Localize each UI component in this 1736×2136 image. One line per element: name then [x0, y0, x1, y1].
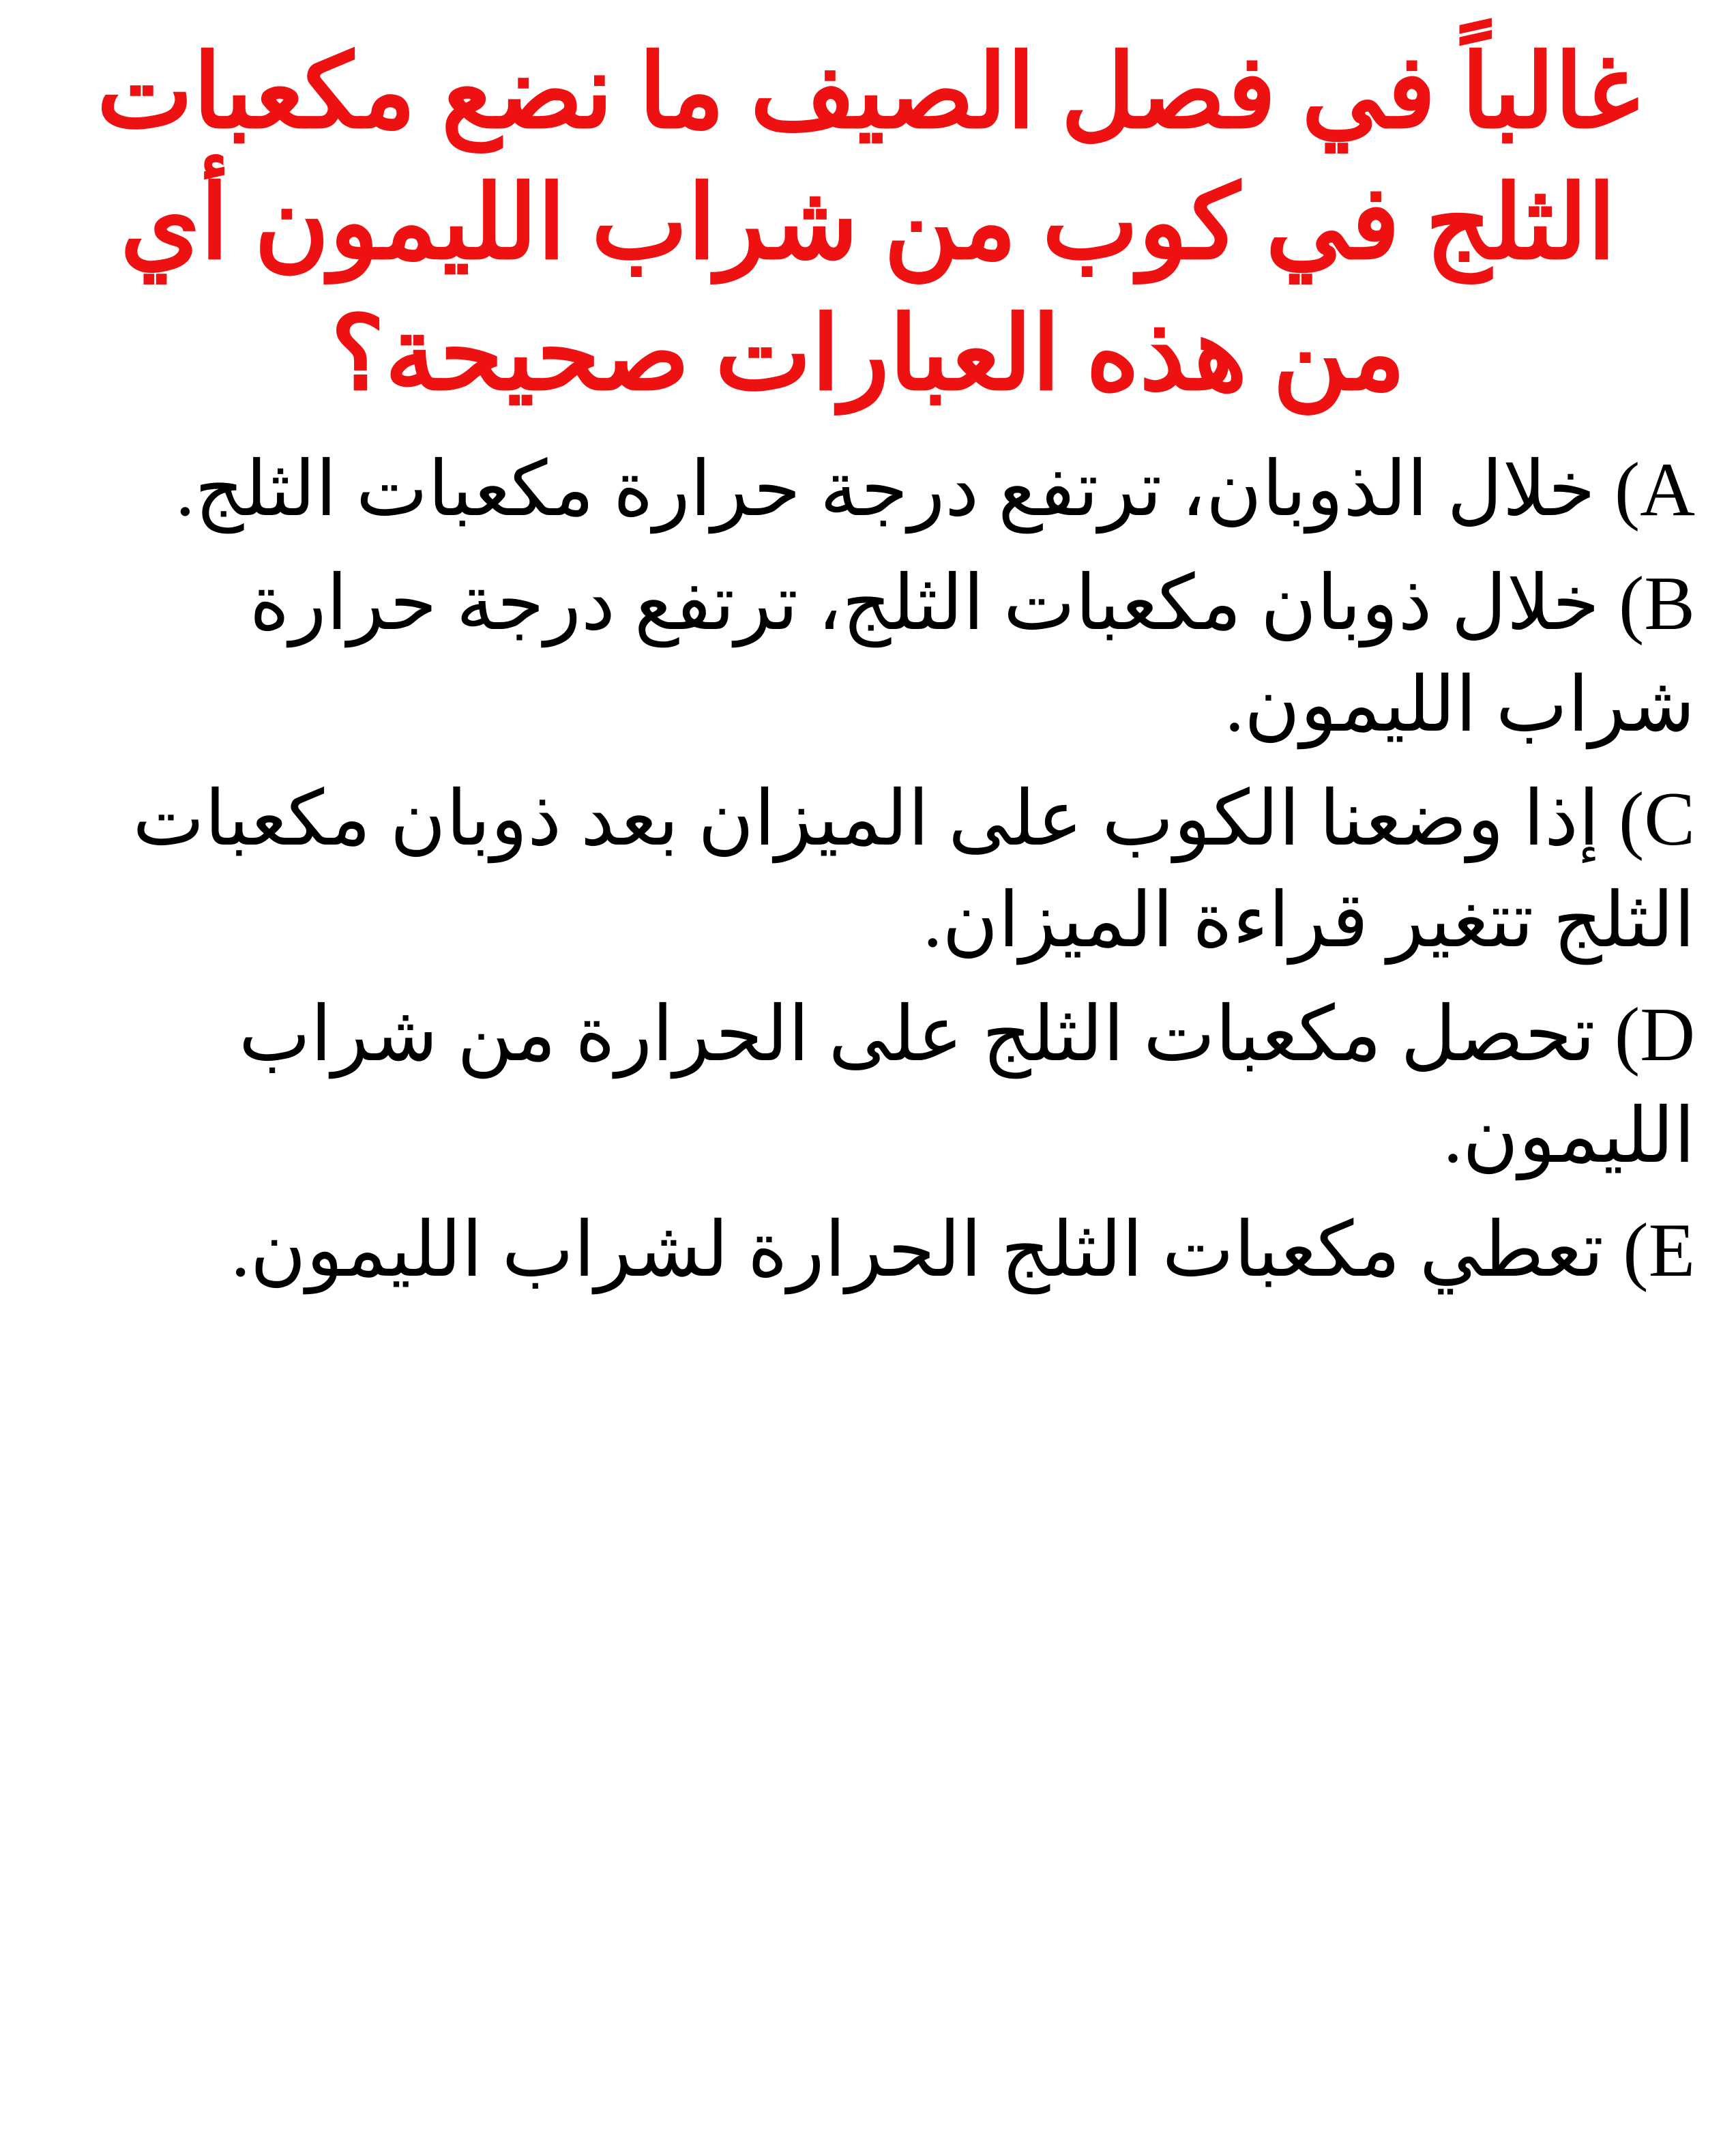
question-text: غالباً في فصل الصيف ما نضع مكعبات الثلج في كوب من شراب الليمون أي من هذه العبارات صحيحة؟	[96, 36, 1640, 411]
choice-marker-e: E)	[1623, 1208, 1695, 1293]
choice-marker-a: A)	[1614, 448, 1695, 532]
answer-choice-b[interactable]	[41, 553, 1695, 757]
choice-text-c: إذا وضعنا الكوب على الميزان بعد ذوبان مكعبات الثلج تتغير قراءة الميزان.	[132, 776, 1695, 963]
answer-choices-list	[41, 439, 1695, 1302]
choice-marker-b: B)	[1619, 561, 1695, 646]
answer-choice-a[interactable]	[41, 439, 1695, 541]
choice-marker-d: D)	[1614, 992, 1695, 1077]
answer-choice-d[interactable]	[41, 984, 1695, 1188]
choice-text-b: خلال ذوبان مكعبات الثلج، ترتفع درجة حرارة شراب الليمون.	[249, 561, 1695, 748]
choice-text-d: تحصل مكعبات الثلج على الحرارة من شراب الليمون.	[238, 992, 1695, 1179]
choice-text-a: خلال الذوبان، ترتفع درجة حرارة مكعبات الثلج.	[175, 448, 1595, 532]
answer-choice-c[interactable]	[41, 769, 1695, 972]
choice-text-e: تعطي مكعبات الثلج الحرارة لشراب الليمون.	[231, 1208, 1604, 1293]
choice-marker-c: C)	[1619, 776, 1695, 862]
answer-choice-e[interactable]	[41, 1200, 1695, 1302]
